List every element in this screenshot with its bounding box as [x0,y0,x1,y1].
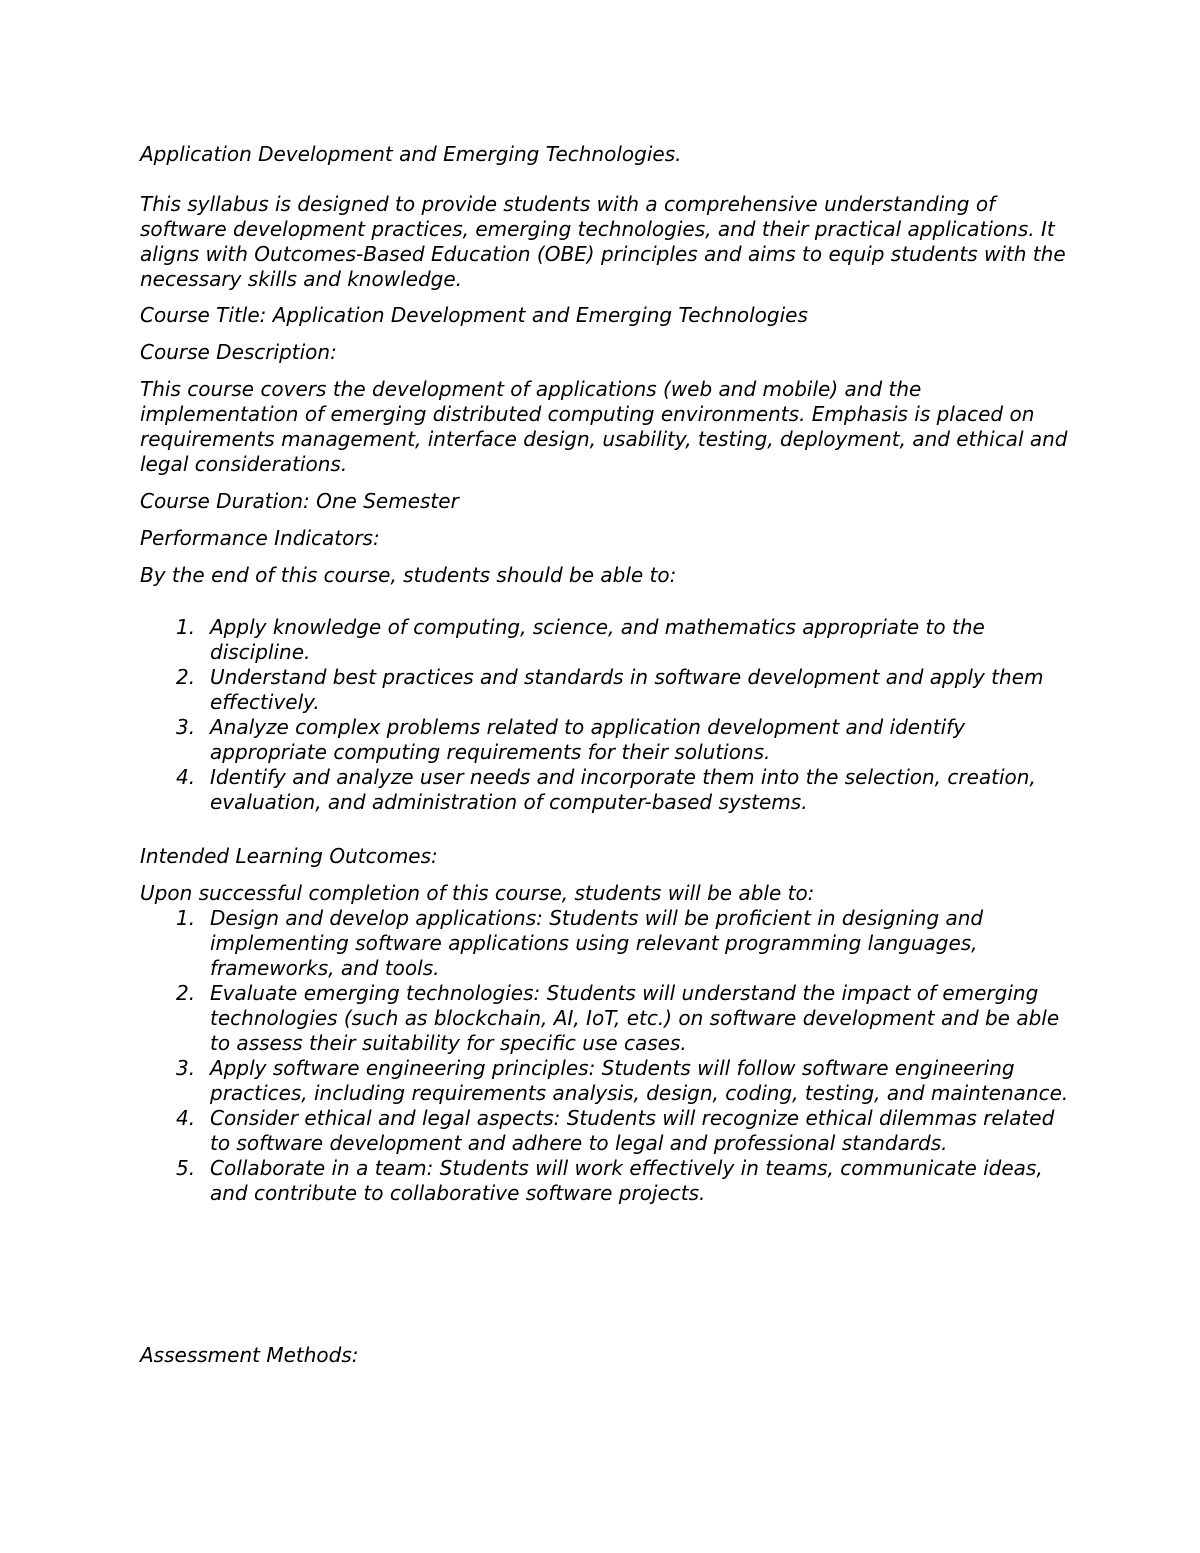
list-item-text: Identify and analyze user needs and incorporate them into the selection, creation, evaluation, and administration of computer-based systems. [210,765,1036,814]
performance-indicators-list [140,615,1070,815]
list-item-number: 4. [176,765,196,789]
list-item [140,1156,1070,1206]
list-item-number: 4. [176,1106,196,1130]
performance-indicators-label: Performance Indicators: [140,526,380,550]
list-item-number: 3. [176,1056,196,1080]
list-item-number: 2. [176,981,196,1005]
list-item-text: Apply knowledge of computing, science, and mathematics appropriate to the discipline. [210,615,985,664]
list-item-number: 1. [176,906,196,930]
course-description-paragraph: This course covers the development of applications (web and mobile) and the implementation of emerging distributed computing environments. Emphasis is placed on requirements management, interface design, usability, testing, deployment, and ethical and legal considerations. [140,377,1068,476]
document-title: Application Development and Emerging Technologies. [140,142,682,166]
intro-paragraph: This syllabus is designed to provide students with a comprehensive understanding of software development practices, emerging technologies, and their practical applications. It aligns with Outcomes-Based Education (OBE) principles and aims to equip students with the necessary skills and knowledge. [140,192,1066,291]
list-item-number: 3. [176,715,196,739]
list-item [140,665,1070,715]
list-item-text: Analyze complex problems related to application development and identify appropriate computing requirements for their solutions. [210,715,966,764]
course-title-line: Course Title: Application Development and Emerging Technologies [140,303,808,327]
list-item [140,765,1070,815]
list-item-text: Consider ethical and legal aspects: Students will recognize ethical dilemmas related to software development and adhere to legal and professional standards. [210,1106,1055,1155]
list-item-text: Understand best practices and standards in software development and apply them effectively. [210,665,1044,714]
list-item-text: Collaborate in a team: Students will work effectively in teams, communicate ideas, and contribute to collaborative software projects. [210,1156,1043,1205]
list-item-text: Evaluate emerging technologies: Students will understand the impact of emerging technologies (such as blockchain, AI, IoT, etc.) on software development and be able to assess their suitability for specific use cases. [210,981,1060,1055]
list-item-number: 2. [176,665,196,689]
list-item-number: 5. [176,1156,196,1180]
list-item [140,981,1070,1056]
list-item [140,1056,1070,1106]
course-duration-line: Course Duration: One Semester [140,489,459,513]
list-item-number: 1. [176,615,196,639]
ilo-label: Intended Learning Outcomes: [140,844,438,868]
list-item [140,1106,1070,1156]
performance-intro: By the end of this course, students should be able to: [140,563,677,587]
list-item [140,615,1070,665]
ilo-intro: Upon successful completion of this course, students will be able to: [140,881,815,905]
list-item [140,906,1070,981]
assessment-methods-label: Assessment Methods: [140,1343,359,1367]
course-description-label: Course Description: [140,340,337,364]
list-item [140,715,1070,765]
list-item-text: Design and develop applications: Students will be proficient in designing and implementing software applications using relevant programming languages, frameworks, and tools. [210,906,984,980]
list-item-text: Apply software engineering principles: Students will follow software engineering practices, including requirements analysis, design, coding, testing, and maintenance. [210,1056,1069,1105]
ilo-list [140,906,1070,1206]
